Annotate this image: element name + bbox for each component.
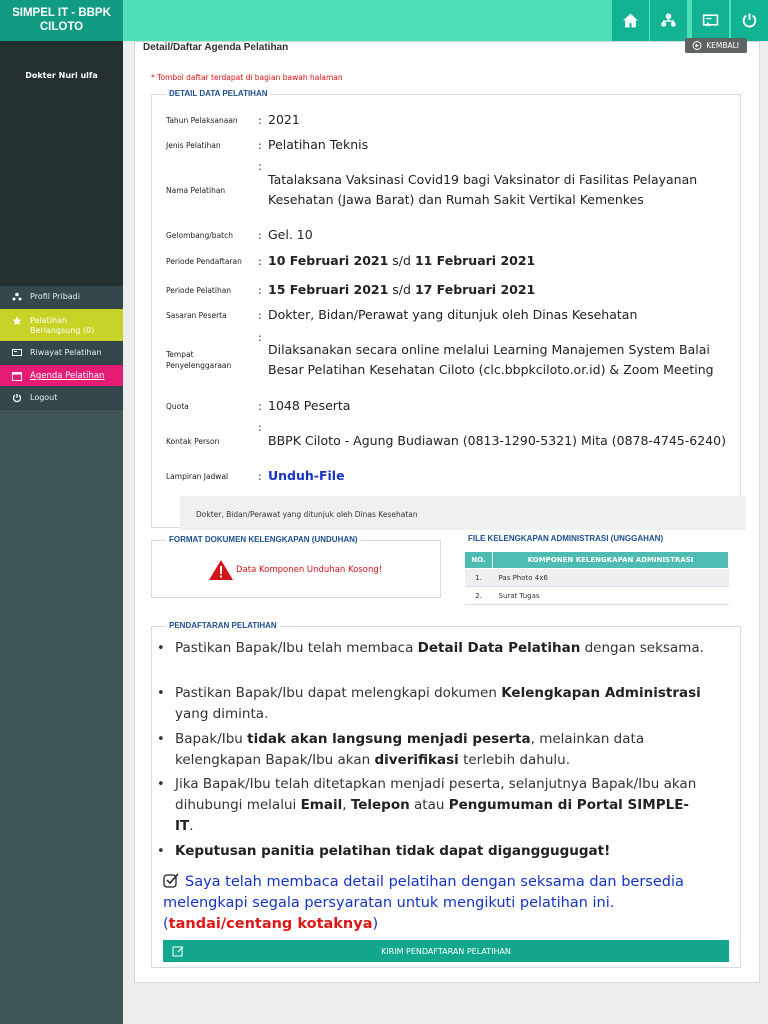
row-periode-daftar: Periode Pendaftaran : 10 Februari 2021 s/d 11 Februari 2021: [152, 249, 740, 273]
row-value: 2021: [268, 112, 300, 127]
format-panel: [151, 535, 441, 598]
sidebar-item-logout[interactable]: [0, 387, 123, 410]
detail-title: DETAIL DATA PELATIHAN: [166, 89, 271, 98]
row-label: Gelombang/batch: [166, 230, 233, 240]
sidebar-item-label: Logout: [30, 393, 58, 402]
row-value: Gel. 10: [268, 227, 313, 242]
home-button[interactable]: [612, 0, 649, 41]
agreement-text: Saya telah membaca detail pelatihan dengan seksama dan bersedia melengkapi segala persyaratan untuk mengikuti pelatihan ini. (: [163, 874, 684, 932]
sidebar: [0, 41, 123, 1024]
registration-title: PENDAFTARAN PELATIHAN: [166, 621, 280, 630]
sidebar-item-profil[interactable]: [0, 286, 123, 309]
file-table: [464, 551, 729, 605]
table-header: [465, 552, 729, 569]
table-row: [465, 587, 729, 605]
file-title: FILE KELENGKAPAN ADMINISTRASI (UNGGAHAN): [465, 534, 666, 543]
download-file-link[interactable]: Unduh-File: [268, 468, 345, 483]
row-value: Pelatihan Teknis: [268, 137, 369, 152]
star-icon: [12, 316, 22, 326]
row-lampiran: Lampiran Jadwal : Unduh-File: [152, 465, 740, 487]
bullet-1: • Pastikan Bapak/Ibu telah membaca Detail Data Pelatihan dengan seksama.: [157, 640, 704, 656]
sidebar-item-label: Pelatihan Berlangsung (0): [30, 316, 95, 335]
note-text: * Tombol daftar terdapat di bagian bawah halaman: [151, 73, 343, 82]
row-value: Dilaksanakan secara online melalui Learning Manajemen System Balai Besar Pelatihan Kesehatan Ciloto (clc.bbpkciloto.or.id) & Zoom Meeting: [268, 342, 714, 377]
row-periode-pelatihan: Periode Pelatihan : 15 Februari 2021 s/d 17 Februari 2021: [152, 279, 740, 301]
row-value: 1048 Peserta: [268, 398, 351, 413]
agreement-checkbox[interactable]: [163, 872, 733, 935]
agreement-end: ): [372, 916, 379, 932]
sidebar-item-agenda[interactable]: [0, 365, 123, 387]
main-content: [134, 41, 760, 983]
cell-no: 1.: [465, 569, 493, 587]
empty-text: Data Komponen Unduhan Kosong!: [236, 565, 383, 575]
history-icon: [12, 348, 22, 358]
power-icon: [12, 393, 22, 403]
agreement-hint: tandai/centang kotaknya: [168, 916, 373, 932]
home-icon: [622, 12, 639, 29]
col-header-no: NO.: [465, 552, 493, 569]
sitemap-button[interactable]: [650, 0, 687, 41]
empty-message: [208, 559, 382, 581]
bullet-4: • Jika Bapak/Ibu telah ditetapkan menjadi peserta, selanjutnya Bapak/Ibu akan dihubungi melalui Email, Telepon atau Pengumuman di Portal SIMPLE-IT.: [157, 776, 697, 834]
submit-label: KIRIM PENDAFTARAN PELATIHAN: [381, 946, 511, 956]
checkbox-icon: [163, 872, 181, 888]
row-label: Sasaran Peserta: [166, 310, 227, 320]
row-value: [268, 466, 740, 486]
audience-note: Dokter, Bidan/Perawat yang ditunjuk oleh Dinas Kesehatan: [180, 496, 746, 530]
row-value: BBPK Ciloto - Agung Budiawan (0813-1290-5321) Mita (0878-4745-6240): [268, 433, 726, 448]
profile-area: [0, 41, 123, 286]
edit-icon: [172, 945, 185, 957]
row-tempat: Tempat Penyelenggaraan : Dilaksanakan secara online melalui Learning Manajemen System Balai Besar Pelatihan Kesehatan Ciloto (clc.bbpkciloto.or.id) & Zoom Meeting: [152, 330, 740, 390]
row-jenis: Jenis Pelatihan : Pelatihan Teknis: [152, 134, 740, 156]
back-button[interactable]: [685, 38, 747, 53]
warning-icon: [208, 559, 234, 581]
row-label: Jenis Pelatihan: [166, 140, 221, 150]
back-arrow-icon: [692, 41, 702, 50]
format-title: FORMAT DOKUMEN KELENGKAPAN (UNDUHAN): [166, 535, 361, 544]
row-label: Lampiran Jadwal: [166, 471, 229, 481]
submit-registration-button[interactable]: [163, 940, 729, 962]
bullet-2: • Pastikan Bapak/Ibu dapat melengkapi dokumen Kelengkapan Administrasi yang diminta.: [157, 685, 701, 722]
row-label: Periode Pelatihan: [166, 285, 232, 295]
top-bar: [0, 0, 768, 41]
sidebar-menu: [0, 286, 123, 410]
certificate-button[interactable]: [692, 0, 729, 41]
row-label: Kontak Person: [166, 436, 220, 446]
row-value: 10 Februari 2021 s/d 11 Februari 2021: [268, 253, 536, 268]
username: Dokter Nuri ulfa: [25, 71, 98, 80]
back-label: KEMBALI: [706, 41, 739, 50]
sidebar-item-riwayat[interactable]: [0, 342, 123, 365]
row-label: Tahun Pelaksanaan: [166, 115, 238, 125]
cell-no: 2.: [465, 587, 493, 605]
sidebar-item-label: Agenda Pelatihan: [30, 371, 105, 381]
row-sasaran: Sasaran Peserta : Dokter, Bidan/Perawat yang ditunjuk oleh Dinas Kesehatan: [152, 304, 740, 326]
power-icon: [741, 12, 758, 29]
table-row: [465, 569, 729, 587]
row-label: Tempat Penyelenggaraan: [166, 350, 232, 370]
page-title: Detail/Daftar Agenda Pelatihan: [143, 42, 289, 53]
app-brand[interactable]: SIMPEL IT - BBPK CILOTO: [0, 0, 123, 41]
row-value: Dokter, Bidan/Perawat yang ditunjuk oleh Dinas Kesehatan: [268, 307, 638, 322]
logout-top-button[interactable]: [731, 0, 768, 41]
sidebar-item-label: Riwayat Pelatihan: [30, 348, 102, 357]
row-gelombang: Gelombang/batch : Gel. 10: [152, 224, 740, 246]
calendar-icon: [12, 371, 22, 381]
col-header-komponen: KOMPONEN KELENGKAPAN ADMINISTRASI: [493, 552, 729, 569]
row-label: Nama Pelatihan: [166, 185, 226, 195]
cell-name: Surat Tugas: [493, 587, 729, 605]
cell-name: Pas Photo 4x6: [493, 569, 729, 587]
certificate-icon: [702, 12, 719, 29]
sidebar-item-label: Profil Pribadi: [30, 292, 80, 301]
sitemap-icon: [660, 12, 677, 29]
sidebar-item-berlangsung[interactable]: [0, 309, 123, 342]
users-icon: [12, 292, 22, 302]
row-quota: Quota : 1048 Peserta: [152, 395, 740, 417]
bullet-5: • Keputusan panitia pelatihan tidak dapat diganggugugat!: [157, 843, 611, 859]
row-value: 15 Februari 2021 s/d 17 Februari 2021: [268, 282, 536, 297]
row-nama: Nama Pelatihan : Tatalaksana Vaksinasi Covid19 bagi Vaksinator di Fasilitas Pelayanan Kesehatan (Jawa Barat) dan Rumah Sakit Vertikal Kemenkes: [152, 159, 740, 221]
row-value: Tatalaksana Vaksinasi Covid19 bagi Vaksinator di Fasilitas Pelayanan Kesehatan (Jawa Barat) dan Rumah Sakit Vertikal Kemenkes: [268, 172, 698, 207]
bullet-3: • Bapak/Ibu tidak akan langsung menjadi peserta, melainkan data kelengkapan Bapak/Ibu akan diverifikasi terlebih dahulu.: [157, 731, 645, 768]
detail-panel: [151, 89, 741, 528]
row-kontak: Kontak Person : BBPK Ciloto - Agung Budiawan (0813-1290-5321) Mita (0878-4745-6240): [152, 420, 740, 462]
row-label: Quota: [166, 401, 189, 411]
row-tahun: Tahun Pelaksanaan : 2021: [152, 109, 740, 131]
row-label: Periode Pendaftaran: [166, 256, 242, 266]
